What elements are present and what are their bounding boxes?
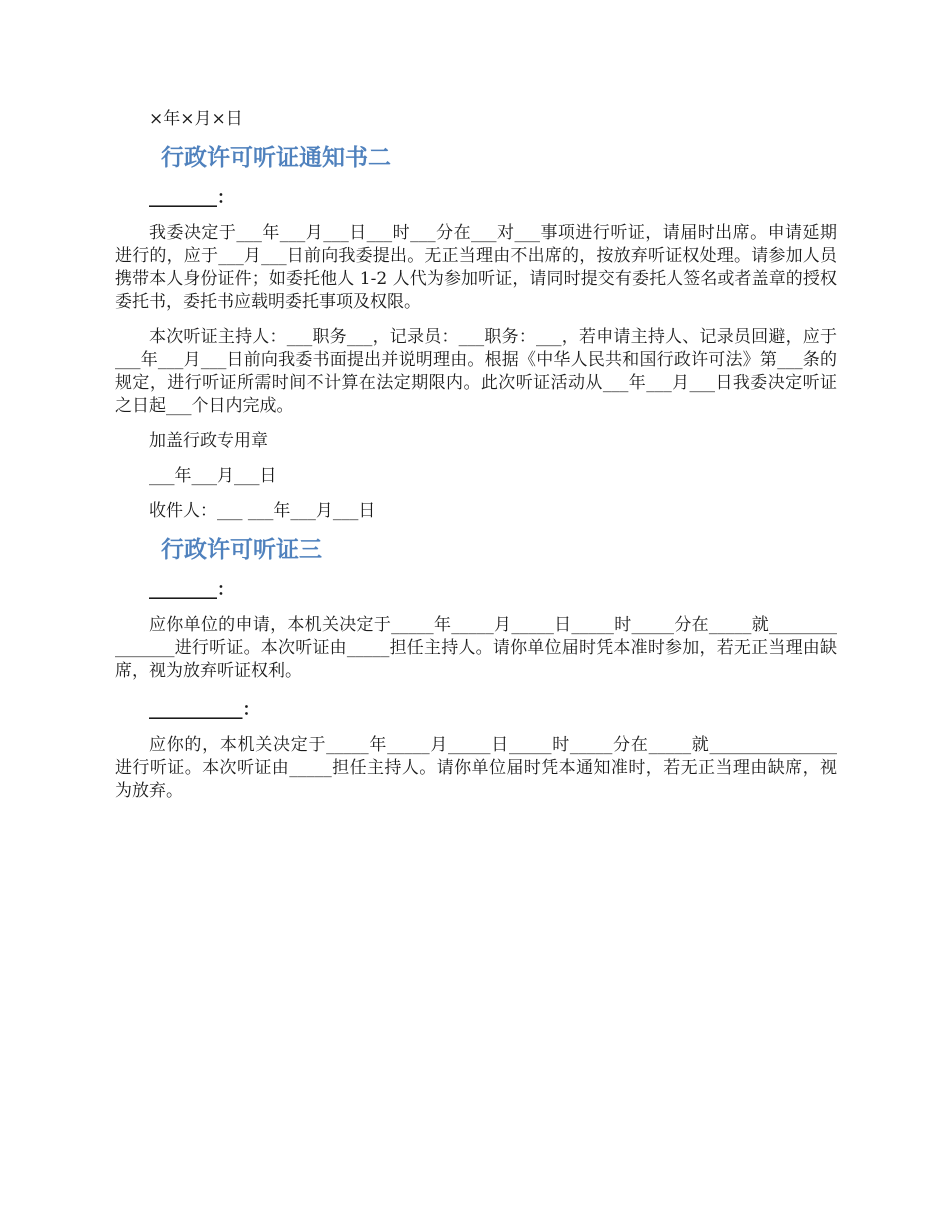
section2-seal-note: 加盖行政专用章 [149,431,268,451]
section2-recipient: 收件人：___ ___年___月___日 [149,501,376,521]
section3-addressee-1: ________： [149,580,234,600]
section2-addressee: ________： [149,188,234,208]
document-page [115,108,837,815]
section2-paragraph-2: 本次听证主持人：___职务___，记录员：___职务：___，若申请主持人、记录员回避，应于___年___月___日前向我委书面提出并说明理由。根据《中华人民共和国行政许可法》第___条的规定，进行听证所需时间不计算在法定期限内。此次听证活动从___年___月___日我委决定听证之日起___个日内完成。 [115,327,837,416]
section3-paragraph-1: 应你单位的申请，本机关决定于_____年_____月_____日_____时_____分在_____就_______________进行听证。本次听证由_____担任主持人。请你单位届时凭本准时参加，若无正当理由缺席，视为放弃听证权利。 [115,615,837,681]
section2-paragraph-1: 我委决定于___年___月___日___时___分在___对___事项进行听证，请届时出席。申请延期进行的，应于___月___日前向我委提出。无正当理由不出席的，按放弃听证权处理。请参加人员携带本人身份证件；如委托他人 1-2 人代为参加听证，请同时提交有委托人签名或者盖章的授权委托书，委托书应载明委托事项及权限。 [115,223,837,312]
section2-title: 行政许可听证通知书二 [161,145,391,171]
section3-addressee-2: ___________： [149,700,260,720]
section2-date: ___年___月___日 [149,466,277,486]
section3-paragraph-2: 应你的，本机关决定于_____年_____月_____日_____时_____分在_____就_______________进行听证。本次听证由_____担任主持人。请你单位届时凭本通知准时，若无正当理由缺席，视为放弃。 [115,735,837,801]
date-line: ×年×月×日 [149,109,243,129]
section3-title: 行政许可听证三 [161,537,322,563]
